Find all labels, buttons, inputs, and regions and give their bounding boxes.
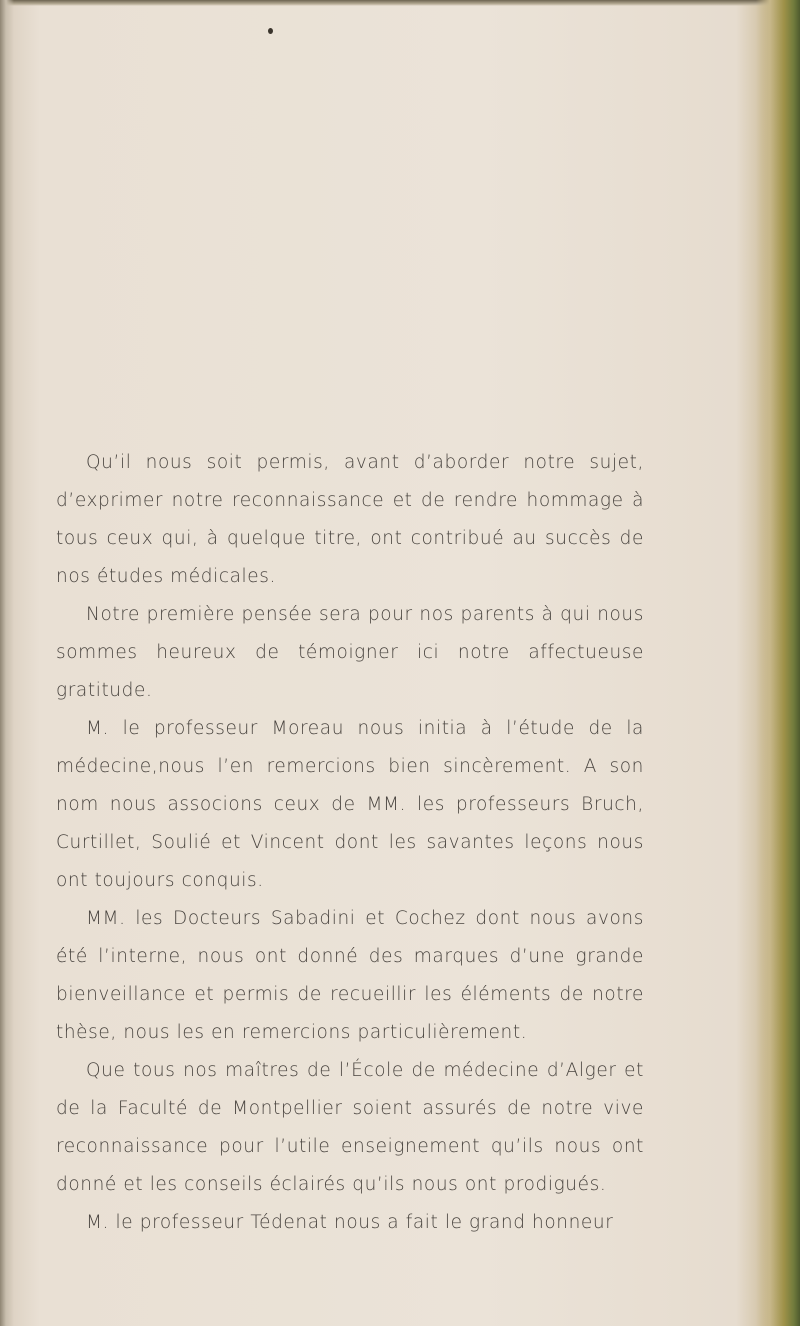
acknowledgements-text <box>56 444 644 1242</box>
page-top-edge <box>0 0 800 6</box>
ink-speck <box>268 28 273 34</box>
paragraph-4: MM. les Docteurs Sabadini et Cochez dont nous avons été l’interne, nous ont donné des marques d’une grande bienveillance et permis de recueillir les éléments de notre thèse, nous les en remercions particulièrement. <box>56 908 644 1043</box>
paragraph-1: Qu’il nous soit permis, avant d’aborder notre sujet, d’exprimer notre reconnaissance et de rendre hommage à tous ceux qui, à quelque titre, ont contribué au succès de nos études médicales. <box>56 452 644 587</box>
paragraph-2: Notre première pensée sera pour nos parents à qui nous sommes heureux de témoigner ici notre affectueuse gratitude. <box>56 604 644 701</box>
paragraph-6: M. le professeur Tédenat nous a fait le grand honneur <box>86 1212 614 1233</box>
page-right-edge-stain <box>756 0 800 1326</box>
page-left-edge <box>0 0 14 1326</box>
paragraph-5: Que tous nos maîtres de l’École de médecine d’Alger et de la Faculté de Montpellier soient assurés de notre vive reconnaissance pour l’utile enseignement qu’ils nous ont donné et les conseils éclairés qu’ils nous ont prodigués. <box>56 1060 644 1195</box>
paragraph-3: M. le professeur Moreau nous initia à l’étude de la médecine,nous l’en remercions bien sincèrement. A son nom nous associons ceux de MM. les professeurs Bruch, Curtillet, Soulié et Vincent dont les savantes leçons nous ont toujours conquis. <box>56 718 644 891</box>
